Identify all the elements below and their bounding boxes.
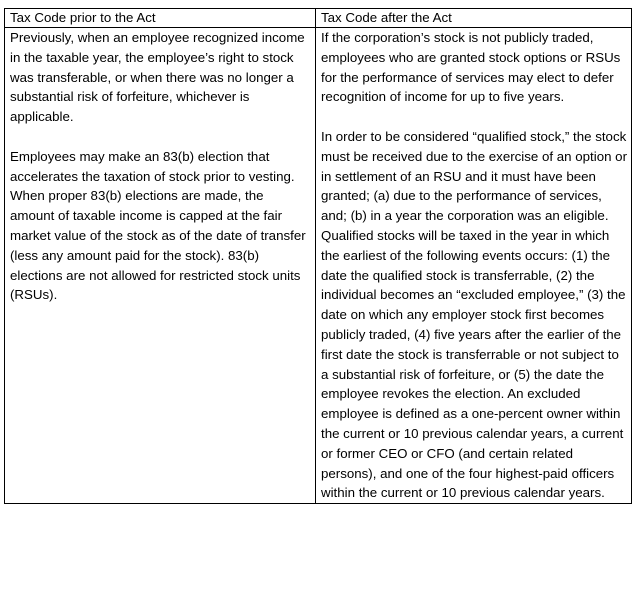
after-act-paragraph-3: Qualified stocks will be taxed in the year in which the earliest of the following events occurs: (1) the date the qualified stock is transferrable, (2) the individual becomes an “excluded employee,” (3) the date on which any employer stock first becomes publicly traded, (4) five years after the earlier of the first date the stock is transferrable or not subject to a substantial risk of forfeiture, or (5) the date the employee revokes the election. An excluded employee is defined as a one-percent owner within the current or 10 previous calendar years, a current or former CEO or CFO (and certain related persons), and one of the four highest-paid officers within the current or 10 previous calendar years.: [321, 227, 626, 501]
paragraph-spacer: [10, 127, 311, 147]
header-row: [5, 9, 632, 28]
content-row: [5, 28, 632, 504]
paragraph-spacer: [321, 107, 627, 127]
header-after-act: Tax Code after the Act: [316, 9, 632, 28]
after-act-paragraph-1: If the corporation’s stock is not publicly traded, employees who are granted stock options or RSUs for the performance of services may elect to defer recognition of income for up to five years.: [321, 30, 621, 105]
after-act-paragraph-2: In order to be considered “qualified stock,” the stock must be received due to the exercise of an option or in settlement of an RSU and it must have been granted; (a) due to the performance of services, and; (b) in a year the corporation was an eligible.: [321, 128, 628, 224]
header-prior-act: Tax Code prior to the Act: [5, 9, 316, 28]
prior-act-cell: [5, 28, 316, 504]
comparison-table: [4, 8, 632, 504]
prior-act-paragraph-2: Employees may make an 83(b) election that accelerates the taxation of stock prior to vesting. When proper 83(b) elections are made, the amount of taxable income is capped at the fair market value of the stock as of the date of transfer (less any amount paid for the stock). 83(b) elections are not allowed for restricted stock units (RSUs).: [10, 148, 306, 303]
prior-act-paragraph-1: Previously, when an employee recognized income in the taxable year, the employee’s right to stock was transferable, or when there was no longer a substantial risk of forfeiture, whichever is applicable.: [10, 30, 305, 125]
after-act-cell: [316, 28, 632, 504]
